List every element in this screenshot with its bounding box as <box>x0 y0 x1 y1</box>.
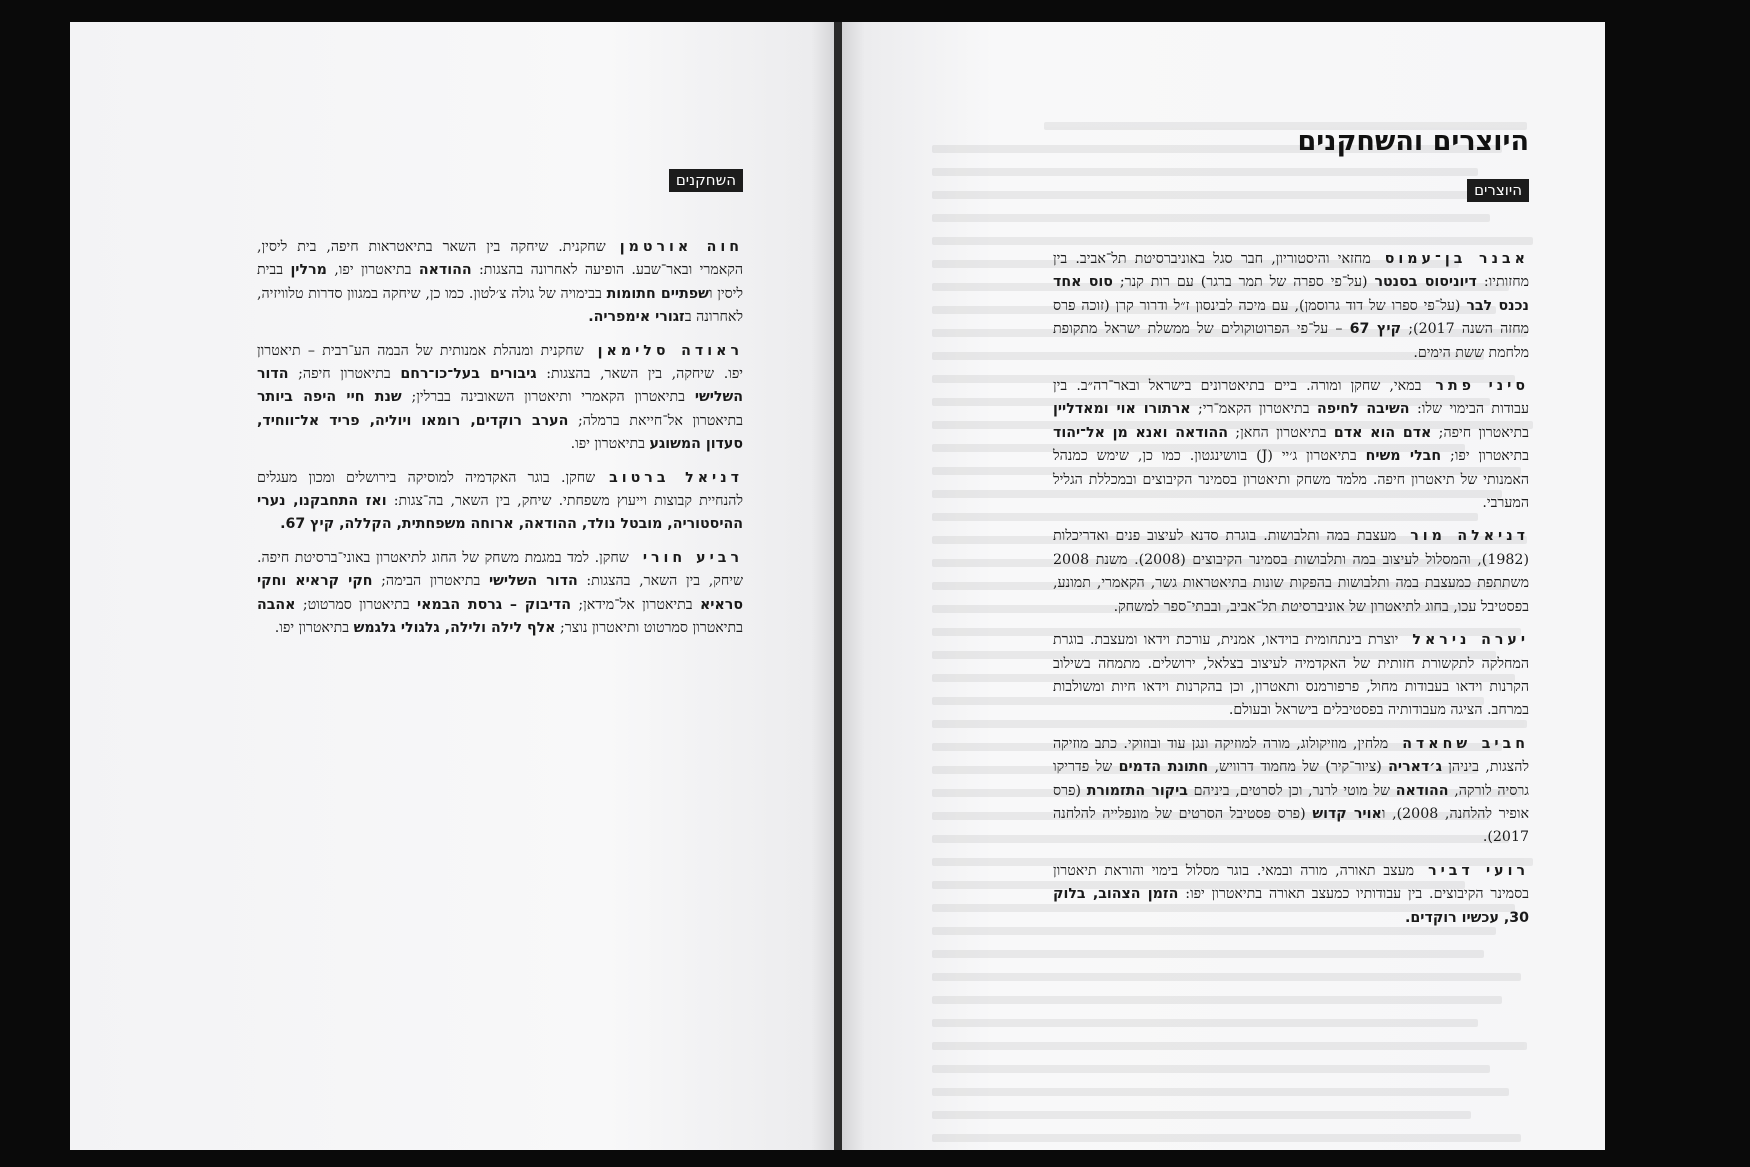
work-title: סוס אחד נכנס לבר <box>1053 274 1529 314</box>
work-title: חבלי משיח <box>1365 448 1442 465</box>
bio-text: בתיאטרון יפו. <box>274 620 354 637</box>
person-name: יערה ניראל <box>1412 632 1530 649</box>
bio-text: מלחין, מוזיקולוג, מורה למוזיקה ונגן עוד ובוזוקי. כתב מוזיקה להצגות, ביניהן <box>1053 735 1530 776</box>
work-title: שפתיים חתומות <box>606 285 709 302</box>
bio-entry <box>257 340 743 457</box>
bio-text: בבימויה של גולה צ׳לטון. כמו כן, שיחקה במגוון סדרות טלוויזיה, לאחרונה ב <box>257 285 743 326</box>
bio-text: מעצב תאורה, מורה ובמאי. בוגר מסלול בימוי והוראת תיאטרון בסמינר הקיבוצים. בין עבודותיו כמעצב תאורה בתיאטרון יפו: <box>1053 862 1529 903</box>
person-name: דניאלה מור <box>1410 528 1529 545</box>
work-title: קיץ 67 <box>1349 321 1402 338</box>
person-name: דניאל ברטוב <box>609 469 743 486</box>
work-title: השיבה לחיפה <box>1316 401 1410 418</box>
work-title: הדור השלישי <box>257 366 744 406</box>
work-title: ג׳דאריה <box>1388 759 1442 776</box>
bio-entry <box>1053 375 1529 515</box>
book-gutter <box>834 22 842 1150</box>
work-title: ואז התחבקנו, נערי ההיסטוריה, מובטל נולד, ההודאה, ארוחה משפחתית, הקללה, קיץ 67. <box>257 493 743 533</box>
person-name: סיני פתר <box>1435 378 1530 395</box>
bio-entry <box>257 236 743 330</box>
work-title: זגורי אימפריה. <box>588 309 685 326</box>
work-title: ארתורו אוי ומאדליין <box>1053 401 1191 418</box>
bio-text: בתיאטרון יפו, <box>326 262 419 279</box>
person-name: רועי דביר <box>1428 862 1530 879</box>
bio-text: מחזאי והיסטוריון, חבר סגל באוניברסיטת תל־אביב. בין מחזותיו: <box>1053 251 1530 291</box>
bio-text: שחקן. בוגר האקדמיה למוסיקה בירושלים ומכון מעגלים להנחיית קבוצות וייעוץ משפחתי. שיחק, בין השאר, בה־צגות: <box>257 469 743 510</box>
bio-text: בתיאטרון הקאמ־רי; <box>1190 401 1317 418</box>
work-title: חקי קראיא וחקי סראיא <box>257 573 743 613</box>
bio-text: (פרס פסטיבל הסרטים של מונפלייה להלחנה 2017). <box>1053 805 1529 846</box>
work-title: אדם הוא אדם <box>1333 424 1432 441</box>
work-title: ההודאה <box>418 262 472 279</box>
section-label-creators: היוצרים <box>1467 179 1529 202</box>
work-title: ביקור התזמורת <box>1086 782 1188 799</box>
bio-text: בתיאטרון יפו; <box>1441 448 1529 465</box>
bio-text: בתיאטרון אל־חייאת ברמלה; <box>568 412 744 429</box>
work-title: אהבה <box>257 596 296 613</box>
bio-text: בתיאטרון הבימה; <box>372 573 489 590</box>
bio-text: שחקנית ומנהלת אמנותית של הבמה הע־רבית – תיאטרון יפו. שיחקה, בין השאר, בהצגות: <box>257 342 743 383</box>
bio-text: בבית ליסין ו <box>257 262 744 302</box>
person-name: חוה אורטמן <box>619 239 743 255</box>
bio-text: – על־פי הפרוטוקולים של ממשלת ישראל מתקופת מלחמת ששת הימים. <box>1053 321 1529 361</box>
work-title: ההודאה ואנא מן אל־יהוד <box>1053 424 1228 441</box>
work-title: דיוניסוס בסנטר <box>1374 274 1477 291</box>
bio-text: בתיאטרון חיפה; <box>1431 424 1529 441</box>
bio-text: יוצרת בינתחומית בוידאו, אמנית, עורכת וידאו ומעצבת. בוגרת המחלקה לתקשורת חזותית של האקדמיה לעיצוב בצלאל, ירושלים. מתמחה בשילוב הקרנות וידאו בעבודות מחול, פרפורמנס ותאטרון, וכן בהקרנות וידאו חיות ומשולבות במרחב. הציגה מעבודותיה בפסטיבלים בישראל ובעולם. <box>1053 632 1529 719</box>
bio-text: בתיאטרון הקאמרי ותיאטרון השאובינה בברלין; <box>401 389 695 406</box>
bio-text: בתיאטרון סמרטוט; <box>295 596 417 613</box>
bio-text: שחקנית. שיחקה בין השאר בתיאטראות חיפה, בית ליסין, הקאמרי ובאר־שבע. הופיעה לאחרונה בהצגות: <box>257 239 743 279</box>
work-title: חתונת הדמים <box>1118 759 1209 776</box>
work-title: הדיבוק – גרסת הבמאי <box>417 596 572 613</box>
bio-text: (על־פי ספרו של דוד גרוסמן), עם מיכה לבינסון ז״ל ודרור קרן (זוכה פרס מחזה השנה 2017); <box>1053 297 1530 338</box>
bio-text: (ציור־קיר) של מחמוד דרוויש, <box>1208 759 1389 776</box>
work-title: מרלין <box>290 262 327 279</box>
person-name: אבנר בן־עמוס <box>1384 251 1529 267</box>
left-page <box>70 22 834 1150</box>
bio-text: של מוטי לרנר, וכן לסרטים, ביניהם <box>1187 782 1396 799</box>
work-title: אויר קדוש <box>1312 805 1382 822</box>
bio-text: (על־פי ספרה של תמר ברגר) עם רות קנר; <box>1112 274 1375 291</box>
bio-text: במאי, שחקן ומורה. ביים בתיאטרונים בישראל ובאר־רה״ב. בין עבודות הבימוי שלו: <box>1053 378 1530 418</box>
work-title: ההודאה <box>1395 782 1449 799</box>
work-title: גיבורים בעל־כו־רחם <box>400 366 537 383</box>
creators-column <box>1053 248 1529 940</box>
person-name: ראודה סלימאן <box>597 342 743 359</box>
bio-text: בתיאטרון חיפה; <box>288 366 401 383</box>
bio-entry <box>1053 629 1529 723</box>
bio-entry <box>1053 860 1529 930</box>
bio-entry <box>257 547 743 641</box>
person-name: רביע חורי <box>642 549 743 566</box>
work-title: שנת חיי היפה ביותר <box>257 389 402 406</box>
bio-text: של פדריקו גרסיה לורקה, <box>1053 759 1529 799</box>
bio-text: בתיאטרון אל־מידאן; <box>571 596 700 613</box>
right-page <box>842 22 1605 1150</box>
bio-entry <box>257 467 743 537</box>
bio-text: בתיאטרון החאן; <box>1228 424 1334 441</box>
person-name: חביב שחאדה <box>1402 735 1529 752</box>
bio-entry <box>1053 248 1529 365</box>
work-title: הערב רוקדים, רומאו ויוליה, פריד אל־ווחיד, סעדון המשוגע <box>257 412 743 453</box>
bio-text: בתיאטרון סמרטוט ותיאטרון נוצר; <box>555 620 743 637</box>
bio-text: (פרס אופיר להלחנה, 2008), ו <box>1053 782 1529 822</box>
page-title: היוצרים והשחקנים <box>1297 126 1529 157</box>
bio-entry <box>1053 525 1529 619</box>
work-title: הדור השלישי <box>488 573 578 590</box>
bio-text: מעצבת במה ותלבושות. בוגרת סדנא לעיצוב פנים ואדריכלות (1982), והמסלול לעיצוב במה ותלבושות בסמינר הקיבוצים (2008). משנת 2008 משתתפת כמעצבת במה ותלבושות בהפקות שונות בתיאטראות גשר, הקאמרי, תמונע, בפסטיבל עכו, בחוג לתיאטרון של אוניברסיטת תל־אביב, ובבתי־ספר למשחק. <box>1053 528 1529 615</box>
booklet-spread <box>70 22 1605 1150</box>
bio-text: שחקן. למד במגמת משחק של החוג לתיאטרון באוני־ברסיטת חיפה. שיחק, בין השאר, בהצגות: <box>257 549 743 590</box>
bio-entry <box>1053 733 1529 850</box>
actors-column <box>257 236 743 651</box>
section-label-actors: השחקנים <box>669 169 743 192</box>
bio-text: בתיאטרון יפו. <box>570 436 650 453</box>
work-title: הזמן הצהוב, בלוק 30, עכשיו רוקדים. <box>1053 886 1529 926</box>
bio-text: בתיאטרון ג׳יי (J) בוושינגטון. כמו כן, שימש כמנהל האמנותי של תיאטרון חיפה. מלמד משחק ותיאטרון בסמינר הקיבוצים ובמכללת הגליל המערבי. <box>1053 448 1529 512</box>
work-title: אלף לילה ולילה, גלגולי גלגמש <box>353 620 556 637</box>
